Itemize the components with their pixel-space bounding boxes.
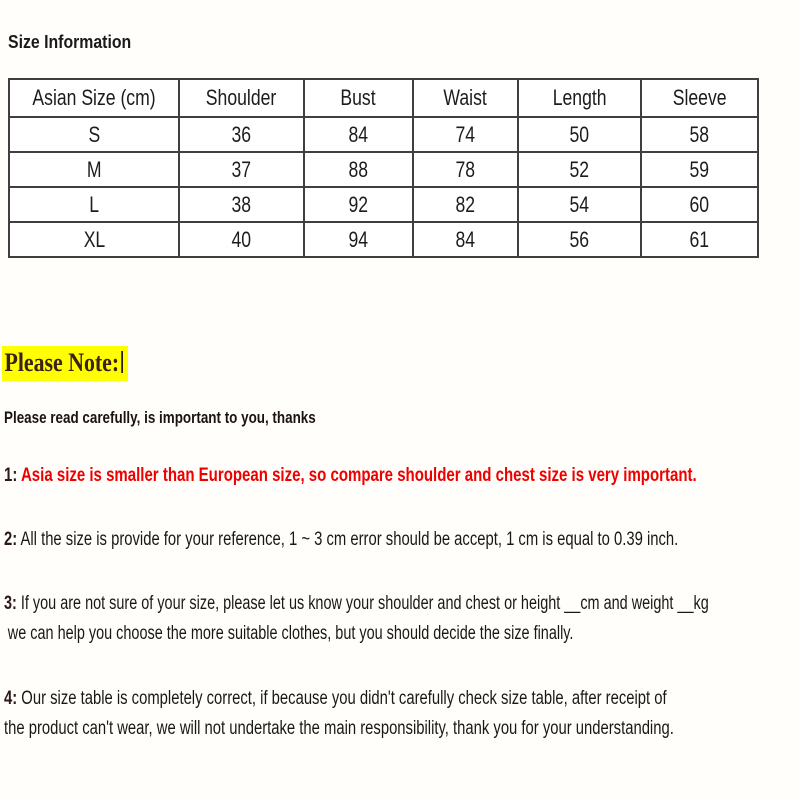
note-4	[4, 684, 674, 744]
column-header-shoulder: Shoulder	[179, 79, 304, 117]
column-header-length: Length	[518, 79, 641, 117]
size-cell: L	[9, 187, 179, 222]
value-cell: 54	[518, 187, 641, 222]
value-cell: 58	[641, 117, 758, 152]
note-1-number: 1:	[4, 465, 18, 486]
table-row-xl	[9, 222, 758, 257]
note-2-number: 2:	[4, 529, 18, 550]
size-cell: S	[9, 117, 179, 152]
text-cursor-artifact	[122, 351, 124, 373]
value-cell: 40	[179, 222, 304, 257]
note-4-number: 4:	[4, 688, 18, 709]
table-row-l	[9, 187, 758, 222]
note-1	[4, 465, 697, 487]
note-4-text-line1: Our size table is completely correct, if because you didn't carefully check size table, after receipt of	[21, 688, 667, 709]
note-3	[4, 589, 709, 649]
value-cell: 59	[641, 152, 758, 187]
column-header-waist: Waist	[413, 79, 518, 117]
value-cell: 60	[641, 187, 758, 222]
size-cell: XL	[9, 222, 179, 257]
value-cell: 56	[518, 222, 641, 257]
value-cell: 92	[304, 187, 413, 222]
table-row-m	[9, 152, 758, 187]
value-cell: 61	[641, 222, 758, 257]
value-cell: 36	[179, 117, 304, 152]
note-1-text: Asia size is smaller than European size, so compare shoulder and chest size is very important.	[20, 465, 697, 486]
value-cell: 37	[179, 152, 304, 187]
value-cell: 82	[413, 187, 518, 222]
value-cell: 38	[179, 187, 304, 222]
note-4-text-line2: the product can't wear, we will not undertake the main responsibility, thank you for your understanding.	[4, 718, 674, 739]
note-3-text-line1: If you are not sure of your size, please let us know your shoulder and chest or height __cm and weight __kg	[20, 593, 709, 614]
please-note-label: Please Note:	[4, 348, 120, 377]
table-header-row	[9, 79, 758, 117]
note-2-text: All the size is provide for your reference, 1 ~ 3 cm error should be accept, 1 cm is equal to 0.39 inch.	[20, 529, 679, 550]
value-cell: 74	[413, 117, 518, 152]
value-cell: 78	[413, 152, 518, 187]
value-cell: 94	[304, 222, 413, 257]
value-cell: 84	[304, 117, 413, 152]
yellow-highlight	[2, 346, 128, 381]
column-header-bust: Bust	[304, 79, 413, 117]
column-header-asian-size: Asian Size (cm)	[9, 79, 179, 117]
note-intro: Please read carefully, is important to you, thanks	[4, 408, 316, 427]
value-cell: 88	[304, 152, 413, 187]
table-row-s	[9, 117, 758, 152]
page-title: Size Information	[8, 32, 132, 52]
value-cell: 50	[518, 117, 641, 152]
value-cell: 84	[413, 222, 518, 257]
note-3-text-line2: we can help you choose the more suitable clothes, but you should decide the size finally.	[7, 623, 574, 644]
size-cell: M	[9, 152, 179, 187]
value-cell: 52	[518, 152, 641, 187]
size-table	[8, 78, 759, 258]
please-note-heading	[2, 348, 128, 378]
note-3-number: 3:	[4, 593, 17, 614]
note-2	[4, 529, 678, 551]
column-header-sleeve: Sleeve	[641, 79, 758, 117]
